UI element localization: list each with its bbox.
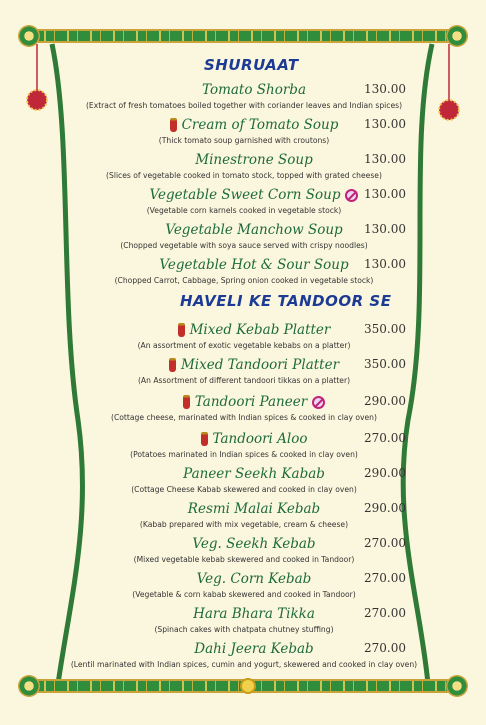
item-name: Veg. Corn Kebab: [196, 571, 312, 587]
menu-item: [76, 464, 432, 495]
menu-item: [76, 392, 432, 423]
item-name: Mixed Tandoori Platter: [180, 357, 340, 373]
item-description: (Thick tomato soup garnished with croutons): [158, 136, 330, 145]
item-description: (Slices of vegetable cooked in tomato stock, topped with grated cheese): [106, 171, 382, 180]
rod-end-ornament: [446, 25, 468, 47]
section-title-shuruaat: SHURUAAT: [204, 56, 299, 74]
item-price: 130.00: [364, 222, 406, 236]
menu-item: [76, 150, 432, 181]
no-symbol-icon: [345, 189, 358, 202]
item-name: Paneer Seekh Kabab: [183, 466, 325, 482]
item-name: Dahi Jeera Kebab: [194, 641, 314, 657]
no-symbol-icon: [312, 396, 325, 409]
rod-end-ornament: [446, 675, 468, 697]
item-name: Minestrone Soup: [195, 152, 313, 168]
item-price: 290.00: [364, 466, 406, 480]
item-description: (Spinach cakes with chatpata chutney stuffing): [154, 625, 334, 634]
bottom-medallion-ornament: [240, 678, 256, 694]
item-name: Mixed Kebab Platter: [189, 322, 331, 338]
menu-item: [76, 80, 432, 111]
chili-icon: [183, 395, 190, 409]
item-name: Hara Bhara Tikka: [193, 606, 315, 622]
item-description: (Vegetable corn karnels cooked in vegetable stock): [146, 206, 342, 215]
menu-item: [76, 429, 432, 460]
item-description: (Lentil marinated with Indian spices, cumin and yogurt, skewered and cooked in clay oven): [70, 660, 418, 669]
item-name: Vegetable Hot & Sour Soup: [159, 257, 349, 273]
item-price: 130.00: [364, 257, 406, 271]
rod-end-ornament: [18, 25, 40, 47]
item-name: Vegetable Sweet Corn Soup: [149, 187, 341, 203]
item-price: 290.00: [364, 394, 406, 408]
item-description: (Chopped vegetable with soya sauce served with crispy noodles): [120, 241, 368, 250]
item-name: Tomato Shorba: [202, 82, 306, 98]
item-description: (Cottage cheese, marinated with Indian spices & cooked in clay oven): [111, 413, 377, 422]
rod-end-ornament: [18, 675, 40, 697]
item-price: 130.00: [364, 117, 406, 131]
chili-icon: [201, 432, 208, 446]
item-price: 290.00: [364, 501, 406, 515]
item-name: Tandoori Aloo: [212, 431, 308, 447]
item-name: Veg. Seekh Kebab: [192, 536, 316, 552]
menu-item: [76, 255, 432, 286]
menu-content: [70, 54, 432, 674]
menu-item: [76, 534, 432, 565]
item-name: Cream of Tomato Soup: [181, 117, 339, 133]
item-price: 350.00: [364, 322, 406, 336]
right-sun-ornament: [439, 100, 459, 120]
menu-item: [76, 355, 432, 386]
top-ornamental-rod: [30, 29, 454, 43]
item-description: (Kabab prepared with mix vegetable, cream & cheese): [139, 520, 349, 529]
item-description: (Cottage Cheese Kabab skewered and cooked in clay oven): [131, 485, 357, 494]
item-description: (Extract of fresh tomatoes boiled together with coriander leaves and Indian spices): [85, 101, 403, 110]
menu-item: [76, 499, 432, 530]
item-price: 270.00: [364, 536, 406, 550]
chili-icon: [169, 358, 176, 372]
item-name: Vegetable Manchow Soup: [165, 222, 343, 238]
item-price: 130.00: [364, 152, 406, 166]
menu-item: [76, 185, 432, 216]
section-title-tandoor: HAVELI KE TANDOOR SE: [180, 292, 392, 310]
left-sun-ornament: [27, 90, 47, 110]
item-price: 270.00: [364, 641, 406, 655]
item-price: 270.00: [364, 431, 406, 445]
item-price: 270.00: [364, 571, 406, 585]
menu-item: [76, 220, 432, 251]
item-price: 130.00: [364, 187, 406, 201]
menu-item: [76, 569, 432, 600]
item-description: (Chopped Carrot, Cabbage, Spring onion cooked in vegetable stock): [114, 276, 374, 285]
item-name: Tandoori Paneer: [194, 394, 308, 410]
item-description: (Mixed vegetable kebab skewered and cooked in Tandoor): [133, 555, 355, 564]
menu-item: [76, 604, 432, 635]
item-description: (Potatoes marinated in Indian spices & cooked in clay oven): [130, 450, 358, 459]
menu-item: [76, 115, 432, 146]
menu-item: [70, 639, 432, 670]
menu-item: [76, 320, 432, 351]
chili-icon: [178, 323, 185, 337]
item-description: (An assortment of exotic vegetable kebabs on a platter): [137, 341, 351, 350]
item-description: (An Assortment of different tandoori tikkas on a platter): [137, 376, 351, 385]
item-price: 270.00: [364, 606, 406, 620]
item-description: (Vegetable & corn kabab skewered and cooked in Tandoor): [132, 590, 356, 599]
item-name: Resmi Malai Kebab: [187, 501, 321, 517]
item-price: 130.00: [364, 82, 406, 96]
item-price: 350.00: [364, 357, 406, 371]
chili-icon: [170, 118, 177, 132]
